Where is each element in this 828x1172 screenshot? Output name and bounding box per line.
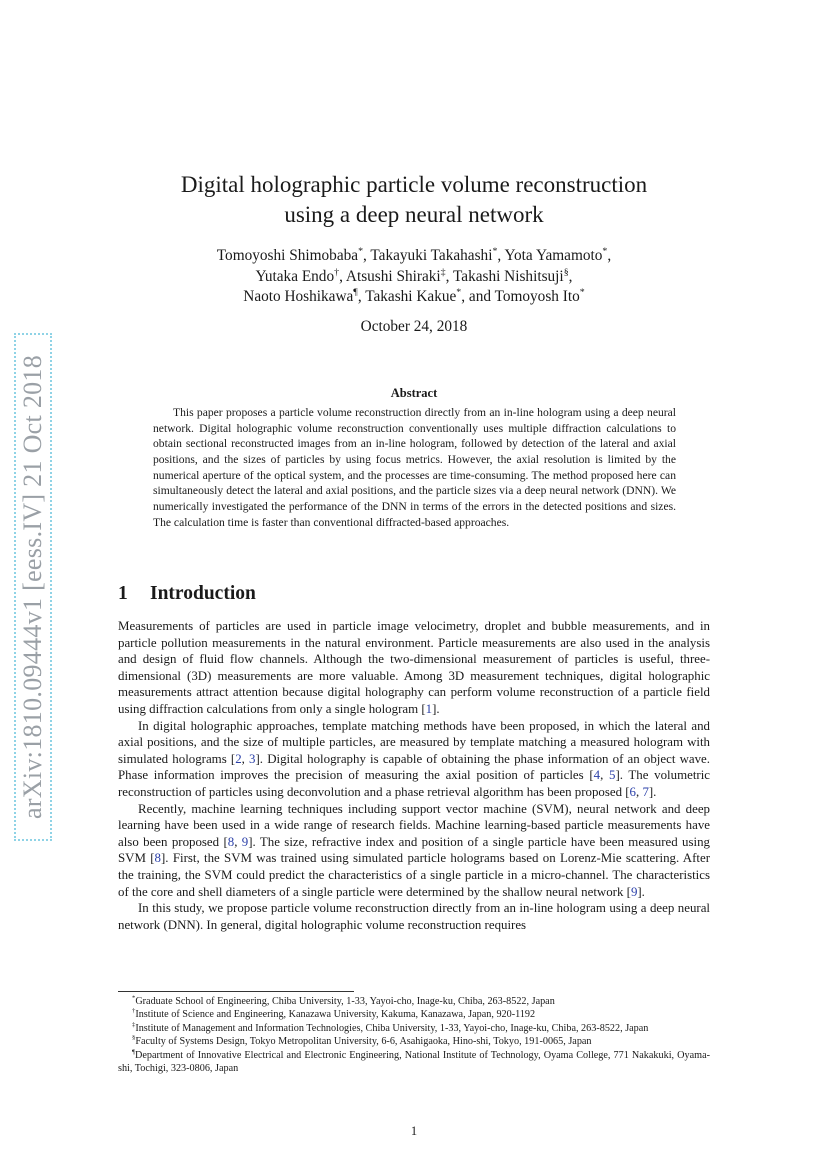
citation-link[interactable]: 3 [249, 751, 256, 766]
paper-title [100, 170, 728, 230]
footnote-rule [118, 991, 354, 992]
abstract-heading: Abstract [390, 386, 438, 400]
author-name: Atsushi Shiraki [345, 267, 441, 285]
affiliation-mark[interactable]: * [602, 245, 608, 257]
author-name: Yutaka Endo [255, 267, 335, 285]
title-line-2: using a deep neural network [284, 202, 544, 227]
author-line-3: Naoto Hoshikawa¶, Takashi Kakue*, and Tomoyosh Ito* [243, 286, 585, 305]
page-number: 1 [410, 1124, 418, 1138]
paragraph: In digital holographic approaches, template matching methods have been proposed, in which the lateral and axial positions, and the size of multiple particles, are measured by template matching a measured hologram with simulated holograms [2, 3]. Digital holography is capable of obtaining the phase information of an object wave. Phase information improves the precision of measuring the axial position of particles [4, 5]. The volumetric reconstruction of particles using deconvolution and a phase retrieval algorithm has been proposed [6, 7]. [118, 718, 710, 799]
affiliation-mark[interactable]: * [579, 286, 585, 298]
affiliation-mark[interactable]: * [456, 286, 462, 298]
author-name: Takashi Kakue [365, 288, 457, 305]
citation-link[interactable]: 4 [593, 768, 601, 783]
paragraph: In this study, we propose particle volume reconstruction directly from an in-line hologram using a deep neural network (DNN). In general, digital holographic volume reconstruction requires [118, 901, 710, 932]
author-name: Tomoyosh Ito [494, 288, 580, 305]
arxiv-identifier[interactable]: arXiv:1810.09444v1 [eess.IV] 21 Oct 2018 [18, 354, 47, 820]
citation-link[interactable]: 7 [642, 784, 649, 799]
author-name: Takayuki Takahashi [370, 247, 493, 264]
paragraph: Measurements of particles are used in particle image velocimetry, droplet and bubble measurements, and in particle pollution measurements in the natural environment. Particle measurements are also used in the analysis and design of fluid flow channels. Although the two-dimensional measurement of particles is useful, three-dimensional (3D) measurements are more valuable. Among 3D measurement techniques, digital holographic measurements attract attention because digital holography can perform volume reconstruction of a particle field using diffraction calculations from only a single hologram [1]. [118, 619, 710, 716]
section-title: Introduction [150, 583, 256, 604]
affiliation-mark[interactable]: ¶ [353, 286, 358, 298]
affiliation-mark[interactable]: † [334, 266, 340, 278]
affiliation-mark[interactable]: * [358, 245, 364, 257]
citation-link[interactable]: 9 [630, 884, 638, 899]
abstract-text: This paper proposes a particle volume reconstruction directly from an in-line hologram using a deep neural network. Digital holographic volume reconstruction conventionally uses multiple diffraction calculations to obtain sectional reconstructed images from an in-line hologram, followed by detection of the lateral and axial positions, and the sizes of particles by using focus metrics. However, the axial resolution is limited by the numerical aperture of the optical system, and the processes are time-consuming. The method proposed here can simultaneously detect the lateral and axial positions, and the particle sizes via a deep neural network (DNN). We numerically investigated the performance of the DNN in terms of the errors in the detected positions and sizes. The calculation time is faster than conventional diffracted-based approaches. [153, 406, 676, 529]
author-name: Naoto Hoshikawa [243, 288, 354, 305]
citation-link[interactable]: 2 [235, 751, 242, 766]
body-text [118, 618, 710, 933]
footnote: *Graduate School of Engineering, Chiba University, 1-33, Yayoi-cho, Inage-ku, Chiba, 263-8522, Japan [132, 994, 555, 1007]
footnote: †Institute of Science and Engineering, Kanazawa University, Kakuma, Kanazawa, Japan, 920-1192 [132, 1008, 536, 1021]
arxiv-stamp[interactable] [14, 333, 52, 841]
section-number: 1 [118, 583, 128, 604]
citation-link[interactable]: 6 [629, 784, 636, 799]
footnote: ¶Department of Innovative Electrical and Electronic Engineering, National Institute of Technology, Oyama College, 771 Nakakuki, Oyama-shi, Tochigi, 323-0806, Japan [118, 1048, 710, 1075]
citation-link[interactable]: 8 [227, 834, 235, 849]
citation-link[interactable]: 9 [241, 834, 249, 849]
citation-link[interactable]: 1 [425, 701, 433, 716]
title-line-1: Digital holographic particle volume reconstruction [180, 172, 648, 197]
author-list [100, 246, 728, 308]
footnote: ‡Institute of Management and Information Technologies, Chiba University, 1-33, Yayoi-cho, Inage-ku, Chiba, 263-8522, Japan [132, 1021, 649, 1034]
affiliation-mark[interactable]: * [492, 245, 498, 257]
paragraph: Recently, machine learning techniques including support vector machine (SVM), neural network and deep learning have been used in a wide range of research fields. Machine learning-based particle measurements have also been proposed [8, 9]. The size, refractive index and position of a single particle have been measured using SVM [8]. First, the SVM was trained using simulated particle holograms based on Lorenz-Mie scattering. After the training, the SVM could predict the characteristics of a single particle in a micro-channel. The characteristics of the core and shell diameters of a single particle were determined by the shallow neural network [9]. [118, 801, 710, 899]
affiliation-mark[interactable]: ‡ [440, 266, 446, 278]
author-line-2: Yutaka Endo†, Atsushi Shiraki‡, Takashi Nishitsuji§, [255, 266, 573, 285]
section-heading [118, 583, 256, 605]
author-name: Yota Yamamoto [504, 247, 603, 264]
footnotes [118, 995, 710, 1075]
author-line-1: Tomoyoshi Shimobaba*, Takayuki Takahashi*, Yota Yamamoto*, [216, 245, 612, 264]
affiliation-mark[interactable]: § [563, 266, 569, 278]
author-name: Tomoyoshi Shimobaba [216, 247, 359, 264]
citation-link[interactable]: 8 [154, 851, 161, 866]
footnote: §Faculty of Systems Design, Tokyo Metropolitan University, 6-6, Asahigaoka, Hino-shi, Tokyo, 191-0065, Japan [132, 1034, 592, 1048]
citation-link[interactable]: 5 [609, 768, 616, 783]
author-name: Takashi Nishitsuji [453, 267, 564, 285]
publication-date: October 24, 2018 [360, 318, 468, 335]
